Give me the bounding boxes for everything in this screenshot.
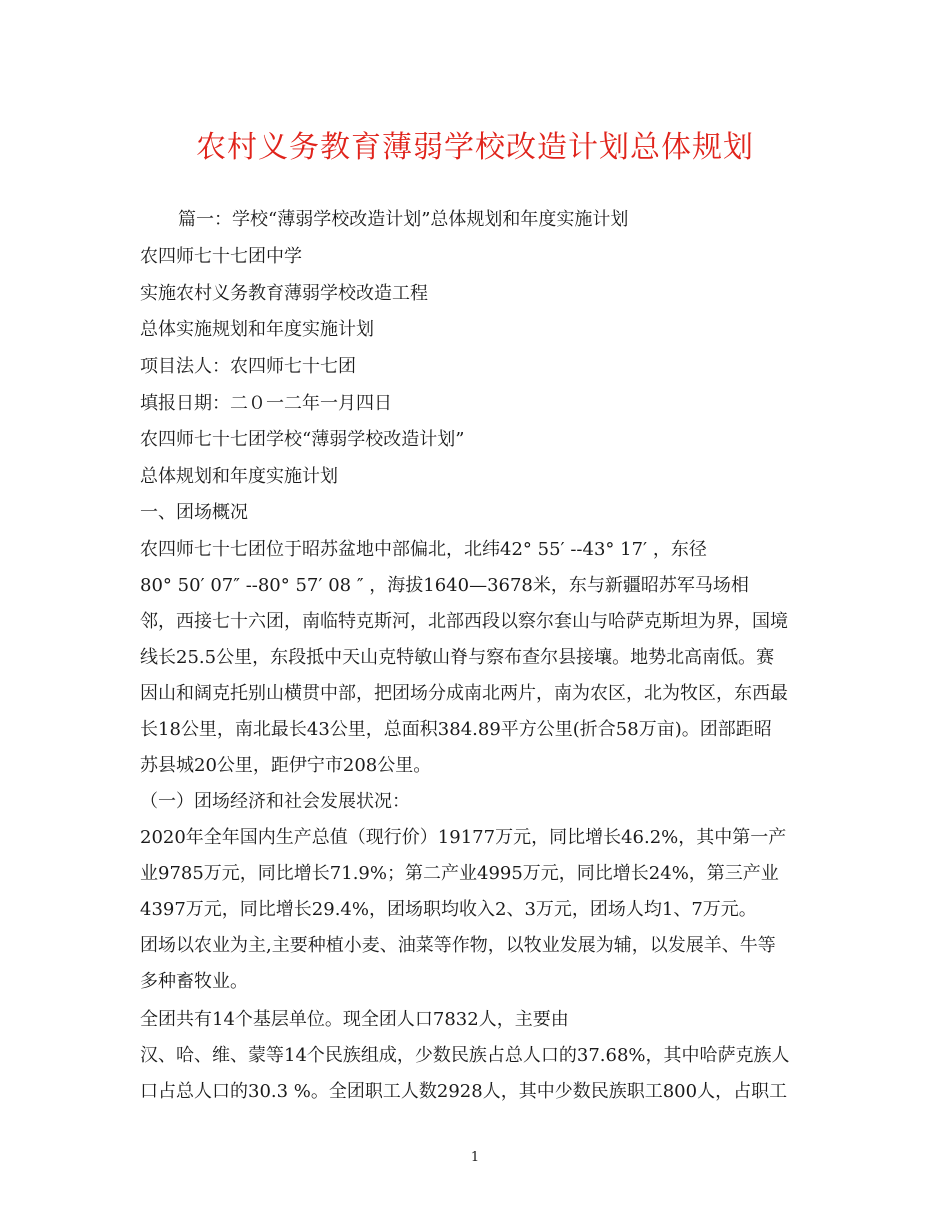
paragraph-line: 线长25.5公里，东段抵中天山克特敏山脊与察布查尔县接壤。地势北高南低。赛 (140, 647, 775, 668)
section-heading: 一、团场概况 (140, 502, 248, 523)
paragraph-line: 实施农村义务教育薄弱学校改造工程 (140, 283, 428, 304)
section-heading: （一）团场经济和社会发展状况： (140, 791, 410, 812)
paragraph-line: 团场以农业为主,主要种植小麦、油菜等作物，以牧业发展为辅，以发展羊、牛等 (140, 935, 776, 956)
paragraph-line: 汉、哈、维、蒙等14个民族组成，少数民族占总人口的37.68%，其中哈萨克族人 (140, 1045, 790, 1066)
paragraph-line: 2020年全年国内生产总值（现行价）19177万元，同比增长46.2%，其中第一产 (140, 827, 787, 848)
paragraph-line: 邻，西接七十六团，南临特克斯河，北部西段以察尔套山与哈萨克斯坦为界，国境 (140, 611, 788, 632)
paragraph-line: 农四师七十七团中学 (140, 246, 302, 267)
paragraph-line: 长18公里，南北最长43公里，总面积384.89平方公里(折合58万亩)。团部距昭 (140, 719, 772, 740)
paragraph-line: 因山和阔克托别山横贯中部，把团场分成南北两片，南为农区，北为牧区，东西最 (140, 683, 788, 704)
paragraph-line: 填报日期：二０一二年一月四日 (140, 393, 392, 414)
paragraph-line: 农四师七十七团位于昭苏盆地中部偏北，北纬42° 55′ --43° 17′ ，东径 (140, 539, 707, 560)
document-title: 农村义务教育薄弱学校改造计划总体规划 (196, 130, 754, 165)
paragraph-line: 全团共有14个基层单位。现全团人口7832人，主要由 (140, 1009, 569, 1030)
paragraph-line: 口占总人口的30.3 %。全团职工人数2928人，其中少数民族职工800人，占职工 (140, 1081, 788, 1102)
paragraph-line: 苏县城20公里，距伊宁市208公里。 (140, 755, 432, 776)
paragraph-line: 总体实施规划和年度实施计划 (140, 319, 374, 340)
page-number: 1 (470, 1150, 480, 1165)
paragraph-line: 项目法人：农四师七十七团 (140, 356, 356, 377)
paragraph-line: 4397万元，同比增长29.4%，团场职均收入2、3万元，团场人均1、7万元。 (140, 899, 757, 920)
paragraph-line: 总体规划和年度实施计划 (140, 466, 338, 487)
paragraph-line: 农四师七十七团学校“薄弱学校改造计划” (140, 429, 465, 450)
paragraph-line: 业9785万元，同比增长71.9%；第二产业4995万元，同比增长24%，第三产业 (140, 863, 779, 884)
paragraph-line: 多种畜牧业。 (140, 971, 248, 992)
paragraph-line: 80° 50′ 07″ --80° 57′ 08 ″ ，海拔1640—3678米，东与新疆昭苏军马场相 (140, 575, 749, 596)
paragraph-line: 篇一：学校“薄弱学校改造计划”总体规划和年度实施计划 (178, 209, 629, 230)
